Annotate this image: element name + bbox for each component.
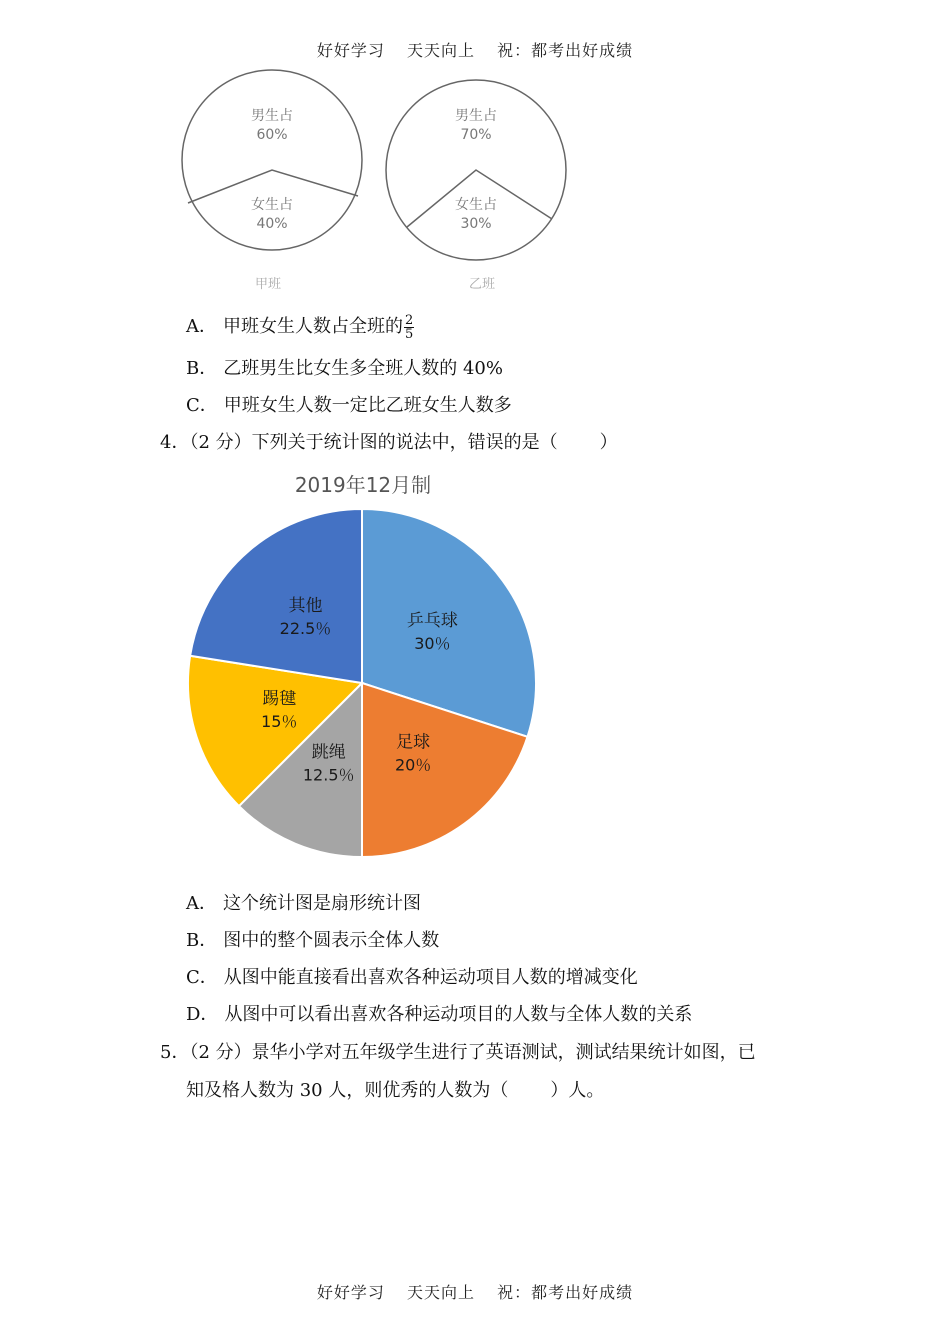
footer-motto-3: 祝：都考出好成绩 — [497, 1283, 634, 1302]
q3-option-c-letter: C． — [186, 395, 218, 416]
class-a-boys-label: 男生占 — [251, 108, 293, 124]
class-gender-figure — [0, 0, 950, 300]
q3-option-b[interactable] — [186, 354, 503, 380]
class-b-girls-label: 女生占 — [455, 197, 497, 213]
q3-option-c-text: 甲班女生人数一定比乙班女生人数多 — [223, 395, 512, 416]
q4-option-a-text: 这个统计图是扇形统计图 — [223, 893, 421, 914]
q5-line-2-pre: 知及格人数为 30 人，则优秀的人数为（ — [186, 1080, 509, 1101]
class-a-girls-label: 女生占 — [251, 197, 293, 213]
pie-category-label: 踢毽 — [262, 688, 297, 709]
q4-option-d-letter: D． — [186, 1004, 219, 1025]
q5-line-1-text: 景华小学对五年级学生进行了英语测试，测试结果统计如图，已 — [251, 1042, 756, 1063]
q4-option-b-letter: B． — [186, 930, 218, 951]
q4-option-d-text: 从图中可以看出喜欢各种运动项目的人数与全体人数的关系 — [224, 1004, 693, 1025]
q4-stem-text: 下列关于统计图的说法中，错误的是（ — [251, 432, 558, 453]
pie-category-label: 乒乓球 — [406, 610, 458, 631]
class-b-girls-pct: 30% — [460, 216, 492, 232]
chart-title: 2019年12月制 — [294, 473, 432, 497]
class-b-boys-pct: 70% — [460, 127, 492, 143]
q5-stem-line-1 — [160, 1038, 756, 1064]
header-motto-3: 祝：都考出好成绩 — [497, 41, 634, 60]
class-a-boys-pct: 60% — [256, 127, 288, 143]
header-motto-1: 好好学习 — [316, 41, 385, 60]
q5-line-2-post: ）人。 — [550, 1080, 605, 1101]
footer-motto-1: 好好学习 — [316, 1283, 385, 1302]
q4-option-a[interactable] — [186, 889, 421, 915]
q4-option-c-letter: C． — [186, 967, 218, 988]
q4-score: （2 分） — [189, 432, 252, 453]
q3-option-b-text: 乙班男生比女生多全班人数的 40% — [223, 358, 503, 379]
q4-option-b[interactable] — [186, 926, 439, 952]
q4-option-c-text: 从图中能直接看出喜欢各种运动项目人数的增减变化 — [223, 967, 638, 988]
q4-number: 4． — [160, 432, 190, 453]
pie-value-label: 15％ — [261, 711, 298, 731]
q4-option-b-text: 图中的整个圆表示全体人数 — [223, 930, 440, 951]
pie-category-label: 跳绳 — [311, 742, 346, 763]
fraction-numerator: 2 — [405, 312, 414, 328]
class-a-girls-pct: 40% — [256, 216, 288, 232]
q3-option-c[interactable] — [186, 391, 512, 417]
pie-slice-4 — [190, 509, 362, 683]
pie-category-label: 足球 — [396, 732, 431, 753]
q5-score: （2 分） — [189, 1042, 252, 1063]
page-footer — [0, 1280, 950, 1303]
pie-value-label: 22.5％ — [279, 618, 332, 638]
q5-number: 5． — [160, 1042, 190, 1063]
q4-stem-close: ） — [599, 432, 618, 453]
q5-stem-line-2 — [186, 1076, 604, 1102]
footer-motto-2: 天天向上 — [406, 1283, 475, 1302]
pie-category-label: 其他 — [288, 595, 323, 616]
q4-stem — [160, 428, 618, 454]
fraction-two-fifths — [404, 314, 414, 341]
q4-option-a-letter: A． — [186, 893, 217, 914]
pie-value-label: 12.5％ — [302, 765, 355, 785]
class-a-caption: 甲班 — [254, 277, 282, 292]
sport-pie-chart — [0, 460, 950, 860]
class-b-boys-label: 男生占 — [455, 108, 497, 124]
class-b-caption: 乙班 — [468, 277, 496, 292]
q4-option-d[interactable] — [186, 1000, 692, 1026]
q3-option-b-letter: B． — [186, 358, 218, 379]
q3-option-a-letter: A． — [186, 316, 217, 337]
q3-option-a-text: 甲班女生人数占全班的 — [223, 316, 403, 337]
q3-option-a[interactable] — [186, 312, 414, 341]
fraction-denominator: 5 — [405, 326, 414, 342]
pie-value-label: 20％ — [394, 755, 432, 775]
header-motto-2: 天天向上 — [406, 41, 475, 60]
pie-value-label: 30％ — [414, 633, 451, 653]
q4-option-c[interactable] — [186, 963, 638, 989]
